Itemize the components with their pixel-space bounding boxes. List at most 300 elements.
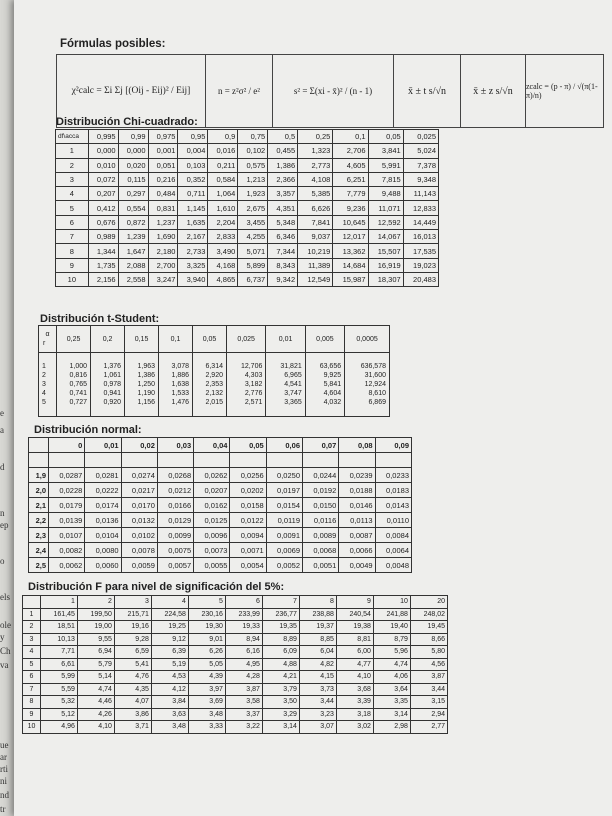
normal-z-cell: 2,5 (29, 558, 49, 573)
chi-value-cell: 2,733 (178, 244, 208, 258)
normal-value-cell: 0,0078 (121, 543, 157, 558)
f-value-cell: 10,13 (40, 633, 77, 646)
chi-value-cell: 4,351 (268, 201, 298, 215)
f-value-cell: 233,99 (225, 608, 262, 621)
chi-value-cell: 14,449 (403, 215, 438, 229)
f-header-cell: 3 (114, 596, 151, 609)
t-interval-formula-text: x̄ ± t s/√n (408, 85, 446, 97)
normal-value-cell: 0,0102 (121, 528, 157, 543)
t-value-column (345, 353, 390, 417)
f-value-cell: 4,82 (299, 658, 336, 671)
f-value-cell: 6,04 (299, 646, 336, 659)
normal-value-cell: 0,0228 (49, 483, 85, 498)
chi-header-cell: 0,05 (368, 130, 403, 144)
chi-value-cell: 7,779 (333, 187, 368, 201)
t-value-column (266, 353, 305, 417)
margin-fragment: ole (0, 620, 11, 630)
chi-value-cell: 5,071 (238, 244, 268, 258)
f-value-cell: 2,94 (410, 708, 447, 721)
t-value: 0,816 (69, 372, 88, 379)
f-value-cell: 19,16 (114, 621, 151, 634)
chi-value-cell: 2,156 (88, 272, 118, 286)
chi-value-cell: 1,386 (268, 158, 298, 172)
t-header-cell: 0,01 (266, 326, 305, 353)
normal-value-cell: 0,0110 (375, 513, 411, 528)
chi-df-cell: 5 (56, 201, 89, 215)
normal-value-cell: 0,0281 (85, 468, 121, 483)
f-value-cell: 4,28 (225, 671, 262, 684)
f-value-cell: 3,71 (114, 721, 151, 734)
normal-z-cell: 2,2 (29, 513, 49, 528)
f-value-cell: 3,69 (188, 696, 225, 709)
f-value-cell: 5,96 (373, 646, 410, 659)
f-value-cell: 3,44 (410, 683, 447, 696)
f-value-cell: 19,38 (336, 621, 373, 634)
f-value-cell: 8,81 (336, 633, 373, 646)
f-value-cell: 3,33 (188, 721, 225, 734)
chi-value-cell: 9,236 (333, 201, 368, 215)
formulas-title: Fórmulas posibles: (60, 38, 166, 50)
normal-value-cell: 0,0287 (49, 468, 85, 483)
normal-row (29, 513, 412, 528)
t-value: 0,978 (103, 381, 122, 388)
chi-df-cell: 7 (56, 230, 89, 244)
f-value-cell: 5,99 (40, 671, 77, 684)
chi-row (56, 158, 439, 172)
f-value-cell: 6,16 (225, 646, 262, 659)
f-value-cell: 5,79 (77, 658, 114, 671)
t-value-column (91, 353, 125, 417)
f-value-cell: 3,79 (262, 683, 299, 696)
f-value-cell: 19,37 (299, 621, 336, 634)
f-value-cell: 3,84 (151, 696, 188, 709)
normal-value-cell: 0,0197 (266, 483, 302, 498)
chi-value-cell: 0,297 (118, 187, 148, 201)
normal-value-cell: 0,0122 (230, 513, 266, 528)
f-row (23, 683, 448, 696)
zcalc-formula (526, 55, 603, 127)
chi-value-cell: 0,004 (178, 144, 208, 158)
chi-df-cell: 8 (56, 244, 89, 258)
margin-fragment: y (0, 632, 5, 642)
f-value-cell: 8,94 (225, 633, 262, 646)
normal-value-cell: 0,0066 (339, 543, 375, 558)
chi-square-table (55, 129, 439, 287)
chi-value-cell: 0,676 (88, 215, 118, 229)
f-value-cell: 3,48 (151, 721, 188, 734)
f-value-cell: 4,39 (188, 671, 225, 684)
chi-value-cell: 0,115 (118, 172, 148, 186)
normal-value-cell: 0,0154 (266, 498, 302, 513)
normal-z-cell: 1,9 (29, 468, 49, 483)
normal-value-cell: 0,0239 (339, 468, 375, 483)
f-row (23, 608, 448, 621)
variance-formula-text: s² = Σ(xi - x̄)² / (n - 1) (293, 86, 373, 96)
normal-header-cell: 0,07 (303, 438, 339, 453)
chi-value-cell: 9,348 (403, 172, 438, 186)
f-value-cell: 4,26 (77, 708, 114, 721)
f-value-cell: 9,55 (77, 633, 114, 646)
f-value-cell: 3,39 (336, 696, 373, 709)
normal-z-cell: 2,0 (29, 483, 49, 498)
normal-value-cell: 0,0233 (375, 468, 411, 483)
f-value-cell: 4,12 (151, 683, 188, 696)
chi-value-cell: 0,000 (88, 144, 118, 158)
chi-value-cell: 0,072 (88, 172, 118, 186)
t-corner-alpha: α (45, 331, 50, 338)
chi-value-cell: 0,010 (88, 158, 118, 172)
normal-value-cell: 0,0132 (121, 513, 157, 528)
chi-value-cell: 5,991 (368, 158, 403, 172)
t-value: 1,886 (171, 372, 190, 379)
f-value-cell: 3,02 (336, 721, 373, 734)
f-header-cell: 10 (373, 596, 410, 609)
f-value-cell: 3,14 (262, 721, 299, 734)
normal-corner-cell (29, 438, 49, 453)
f-value-cell: 4,10 (336, 671, 373, 684)
f-value-cell: 3,14 (373, 708, 410, 721)
f-value-cell: 4,77 (336, 658, 373, 671)
normal-value-cell: 0,0143 (375, 498, 411, 513)
normal-header-cell: 0,09 (375, 438, 411, 453)
normal-row (29, 543, 412, 558)
f-value-cell: 19,33 (225, 621, 262, 634)
chi-header-cell: 0,025 (403, 130, 438, 144)
t-value-column (57, 353, 91, 417)
chi-value-cell: 12,833 (403, 201, 438, 215)
t-corner-r: r (43, 340, 46, 347)
chi-row (56, 144, 439, 158)
chi-value-cell: 9,342 (268, 272, 298, 286)
normal-table (28, 437, 412, 573)
t-value: 0,727 (69, 399, 88, 406)
chi-value-cell: 4,255 (238, 230, 268, 244)
normal-value-cell: 0,0212 (157, 483, 193, 498)
margin-fragment: ue (0, 740, 9, 750)
chi-formula-text: χ²calc = Σi Σj [(Oij - Eij)² / Eij] (71, 86, 191, 96)
chi-value-cell: 0,001 (148, 144, 178, 158)
t-value: 4,303 (244, 372, 263, 379)
t-value: 63,656 (319, 363, 342, 370)
f-header-cell: 20 (410, 596, 447, 609)
chi-value-cell: 1,145 (178, 201, 208, 215)
normal-value-cell: 0,0096 (194, 528, 230, 543)
chi-header-cell: 0,995 (88, 130, 118, 144)
normal-value-cell: 0,0107 (49, 528, 85, 543)
t-value: 1,533 (171, 390, 190, 397)
f-value-cell: 2,77 (410, 721, 447, 734)
normal-blank-cell (85, 453, 121, 468)
f-value-cell: 3,18 (336, 708, 373, 721)
margin-fragment: ar (0, 752, 7, 762)
f-row (23, 708, 448, 721)
chi-df-cell: 3 (56, 172, 89, 186)
chi-value-cell: 5,024 (403, 144, 438, 158)
normal-blank-cell (29, 453, 49, 468)
normal-header-row (29, 438, 412, 453)
t-value: 1,061 (103, 372, 122, 379)
normal-z-cell: 2,1 (29, 498, 49, 513)
chi-value-cell: 1,237 (148, 215, 178, 229)
f-value-cell: 6,61 (40, 658, 77, 671)
normal-value-cell: 0,0162 (194, 498, 230, 513)
chi-df-cell: 4 (56, 187, 89, 201)
f-header-cell: 5 (188, 596, 225, 609)
f-value-cell: 161,45 (40, 608, 77, 621)
normal-header-cell: 0,03 (157, 438, 193, 453)
chi-header-cell: 0,25 (298, 130, 333, 144)
f-value-cell: 238,88 (299, 608, 336, 621)
chi-value-cell: 1,690 (148, 230, 178, 244)
chi-value-cell: 3,940 (178, 272, 208, 286)
normal-value-cell: 0,0174 (85, 498, 121, 513)
f-value-cell: 8,66 (410, 633, 447, 646)
t-value-column (305, 353, 344, 417)
f-value-cell: 4,07 (114, 696, 151, 709)
t-header-cell: 0,2 (91, 326, 125, 353)
chi-value-cell: 11,071 (368, 201, 403, 215)
chi-value-cell: 1,735 (88, 258, 118, 272)
chi-value-cell: 14,067 (368, 230, 403, 244)
normal-row (29, 558, 412, 573)
f-header-cell: 7 (262, 596, 299, 609)
f-value-cell: 3,48 (188, 708, 225, 721)
chi-header-cell: 0,75 (238, 130, 268, 144)
chi-value-cell: 0,711 (178, 187, 208, 201)
f-df-cell: 7 (23, 683, 41, 696)
chi-value-cell: 1,610 (208, 201, 238, 215)
normal-value-cell: 0,0052 (266, 558, 302, 573)
chi-row (56, 258, 439, 272)
normal-value-cell: 0,0073 (194, 543, 230, 558)
f-value-cell: 5,05 (188, 658, 225, 671)
chi-value-cell: 1,239 (118, 230, 148, 244)
margin-fragment: els (0, 592, 10, 602)
chi-value-cell: 4,168 (208, 258, 238, 272)
t-df-value: 3 (42, 381, 46, 388)
margin-fragment: ep (0, 520, 9, 530)
normal-row (29, 498, 412, 513)
normal-value-cell: 0,0091 (266, 528, 302, 543)
chi-row (56, 244, 439, 258)
chi-value-cell: 16,013 (403, 230, 438, 244)
normal-value-cell: 0,0119 (266, 513, 302, 528)
chi-header-cell: 0,99 (118, 130, 148, 144)
chi-value-cell: 6,737 (238, 272, 268, 286)
f-value-cell: 248,02 (410, 608, 447, 621)
normal-value-cell: 0,0094 (230, 528, 266, 543)
normal-value-cell: 0,0256 (230, 468, 266, 483)
t-value: 1,963 (137, 363, 156, 370)
normal-title: Distribución normal: (34, 424, 142, 436)
t-header-cell: 0,005 (305, 326, 344, 353)
chi-value-cell: 0,484 (148, 187, 178, 201)
t-value: 1,476 (171, 399, 190, 406)
f-table (22, 595, 448, 734)
f-value-cell: 3,58 (225, 696, 262, 709)
f-value-cell: 6,00 (336, 646, 373, 659)
f-value-cell: 4,10 (77, 721, 114, 734)
chi-value-cell: 2,167 (178, 230, 208, 244)
t-value-column (227, 353, 266, 417)
chi-value-cell: 3,247 (148, 272, 178, 286)
t-header-cell: 0,15 (125, 326, 159, 353)
f-value-cell: 3,44 (299, 696, 336, 709)
f-value-cell: 19,25 (151, 621, 188, 634)
normal-value-cell: 0,0049 (339, 558, 375, 573)
chi-row (56, 201, 439, 215)
chi-value-cell: 3,841 (368, 144, 403, 158)
t-value: 1,190 (137, 390, 156, 397)
chi-value-cell: 2,675 (238, 201, 268, 215)
normal-value-cell: 0,0080 (85, 543, 121, 558)
chi-value-cell: 3,490 (208, 244, 238, 258)
chi-df-cell: 1 (56, 144, 89, 158)
chi-value-cell: 15,987 (333, 272, 368, 286)
f-value-cell: 8,89 (262, 633, 299, 646)
normal-row (29, 483, 412, 498)
chi-value-cell: 20,483 (403, 272, 438, 286)
f-value-cell: 3,29 (262, 708, 299, 721)
f-title: Distribución F para nivel de significación del 5%: (28, 581, 285, 593)
chi-value-cell: 12,592 (368, 215, 403, 229)
t-header-cell: 0,1 (159, 326, 193, 353)
normal-value-cell: 0,0274 (121, 468, 157, 483)
normal-value-cell: 0,0158 (230, 498, 266, 513)
chi-value-cell: 13,362 (333, 244, 368, 258)
chi-row (56, 187, 439, 201)
f-value-cell: 8,85 (299, 633, 336, 646)
chi-value-cell: 1,064 (208, 187, 238, 201)
f-value-cell: 3,63 (151, 708, 188, 721)
chi-value-cell: 7,378 (403, 158, 438, 172)
f-value-cell: 9,12 (151, 633, 188, 646)
f-value-cell: 4,35 (114, 683, 151, 696)
normal-value-cell: 0,0057 (157, 558, 193, 573)
f-row (23, 696, 448, 709)
normal-value-cell: 0,0139 (49, 513, 85, 528)
f-header-cell: 9 (336, 596, 373, 609)
z-interval-formula-text: x̄ ± z s/√n (473, 85, 513, 97)
f-row (23, 671, 448, 684)
chi-value-cell: 0,831 (148, 201, 178, 215)
normal-value-cell: 0,0129 (157, 513, 193, 528)
chi-value-cell: 2,833 (208, 230, 238, 244)
chi-value-cell: 2,558 (118, 272, 148, 286)
chi-value-cell: 0,103 (178, 158, 208, 172)
f-header-cell: 8 (299, 596, 336, 609)
f-value-cell: 240,54 (336, 608, 373, 621)
chi-value-cell: 0,554 (118, 201, 148, 215)
normal-value-cell: 0,0166 (157, 498, 193, 513)
normal-value-cell: 0,0075 (157, 543, 193, 558)
t-header-row (39, 326, 390, 353)
f-df-cell: 9 (23, 708, 41, 721)
zcalc-formula-text: zcalc = (p - π) / √(π(1-π)/n) (526, 82, 598, 100)
chi-value-cell: 1,213 (238, 172, 268, 186)
t-value: 12,924 (364, 381, 386, 388)
chi-value-cell: 8,343 (268, 258, 298, 272)
normal-value-cell: 0,0113 (339, 513, 375, 528)
f-value-cell: 4,95 (225, 658, 262, 671)
normal-value-cell: 0,0082 (49, 543, 85, 558)
f-row (23, 633, 448, 646)
t-value: 3,078 (171, 363, 190, 370)
chi-value-cell: 0,216 (148, 172, 178, 186)
chi-value-cell: 7,344 (268, 244, 298, 258)
chi-header-row (56, 130, 439, 144)
chi-value-cell: 4,605 (333, 158, 368, 172)
f-value-cell: 19,40 (373, 621, 410, 634)
f-df-cell: 2 (23, 621, 41, 634)
t-value: 0,941 (103, 390, 122, 397)
t-student-table (38, 325, 390, 417)
t-value: 2,353 (205, 381, 223, 388)
chi-value-cell: 2,366 (268, 172, 298, 186)
f-value-cell: 19,35 (262, 621, 299, 634)
f-df-cell: 4 (23, 646, 41, 659)
chi-value-cell: 3,325 (178, 258, 208, 272)
t-value: 2,132 (205, 390, 223, 397)
f-value-cell: 4,56 (410, 658, 447, 671)
t-value: 9,925 (323, 372, 342, 379)
f-value-cell: 6,39 (151, 646, 188, 659)
normal-blank-cell (303, 453, 339, 468)
t-value: 2,571 (244, 399, 263, 406)
chi-row (56, 230, 439, 244)
f-value-cell: 6,94 (77, 646, 114, 659)
chi-value-cell: 14,684 (333, 258, 368, 272)
chi-value-cell: 0,211 (208, 158, 238, 172)
normal-blank-cell (266, 453, 302, 468)
normal-value-cell: 0,0150 (303, 498, 339, 513)
normal-value-cell: 0,0104 (85, 528, 121, 543)
f-df-cell: 1 (23, 608, 41, 621)
chi-row (56, 215, 439, 229)
chi-value-cell: 19,023 (403, 258, 438, 272)
chi-header-cell: 0,1 (333, 130, 368, 144)
t-value: 3,747 (284, 390, 302, 397)
margin-fragment: d (0, 462, 5, 472)
normal-blank-cell (121, 453, 157, 468)
t-value: 1,638 (171, 381, 190, 388)
chi-value-cell: 0,051 (148, 158, 178, 172)
normal-value-cell: 0,0179 (49, 498, 85, 513)
chi-value-cell: 3,455 (238, 215, 268, 229)
t-value-column (193, 353, 227, 417)
t-value: 31,600 (364, 372, 386, 379)
f-value-cell: 3,86 (114, 708, 151, 721)
normal-value-cell: 0,0262 (194, 468, 230, 483)
f-value-cell: 5,12 (40, 708, 77, 721)
t-df-value: 5 (42, 399, 46, 406)
normal-value-cell: 0,0068 (303, 543, 339, 558)
normal-value-cell: 0,0048 (375, 558, 411, 573)
t-df-column (39, 353, 57, 417)
margin-fragment: tr (0, 804, 6, 814)
n-formula-text: n = z²σ² / e² (217, 86, 260, 96)
f-value-cell: 5,14 (77, 671, 114, 684)
t-value: 31,821 (280, 363, 302, 370)
chi-value-cell: 16,919 (368, 258, 403, 272)
f-value-cell: 3,23 (299, 708, 336, 721)
chi-df-cell: 6 (56, 215, 89, 229)
f-value-cell: 3,35 (373, 696, 410, 709)
chi-value-cell: 1,635 (178, 215, 208, 229)
f-value-cell: 5,32 (40, 696, 77, 709)
f-value-cell: 5,19 (151, 658, 188, 671)
f-header-cell: 1 (40, 596, 77, 609)
